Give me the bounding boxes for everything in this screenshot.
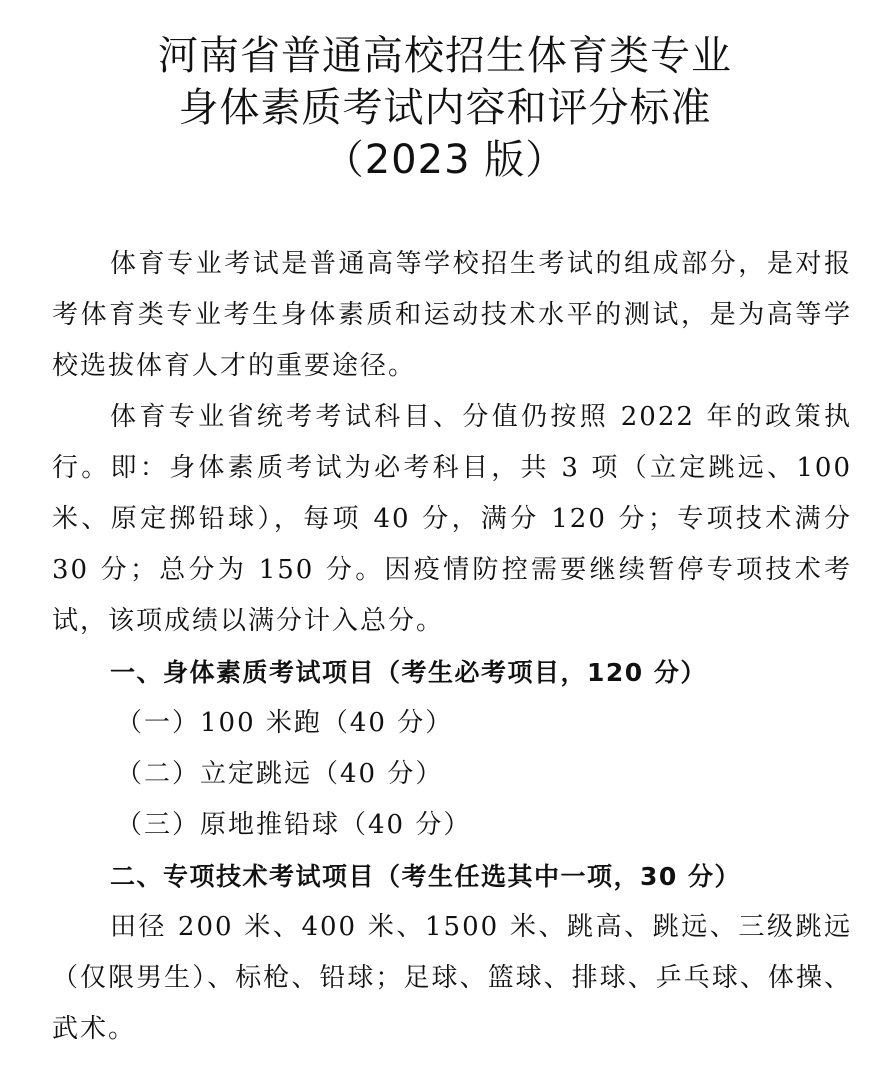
section-1-item: （一）100 米跑（40 分） — [116, 708, 454, 738]
section-2-paragraph: 田径 200 米、400 米、1500 米、跳高、跳远、三级跳远（仅限男生）、标枪、铅球；足球、篮球、排球、乒乓球、体操、武术。 — [52, 912, 852, 1044]
intro-paragraph: 体育专业考试是普通高等学校招生考试的组成部分，是对报考体育类专业考生身体素质和运动技术水平的测试，是为高等学校选拔体育人才的重要途径。 — [52, 249, 852, 381]
section-1-heading: 一、身体素质考试项目（考生必考项目，120 分） — [110, 658, 707, 687]
section-1-item: （二）立定跳远（40 分） — [116, 759, 444, 789]
policy-paragraph: 体育专业省统考考试科目、分值仍按照 2022 年的政策执行。即：身体素质考试为必考科目，共 3 项（立定跳远、100 米、原定掷铅球），每项 40 分，满分 120 分；专项技术满分 30 分；总分为 150 分。因疫情防控需要继续暂停专项技术考试，该项成绩以满分计入总分。 — [52, 402, 852, 636]
document-title — [0, 30, 890, 186]
title-line-2: 身体素质考试内容和评分标准 — [178, 85, 712, 131]
title-line-1: 河南省普通高校招生体育类专业 — [158, 33, 732, 79]
section-2-heading: 二、专项技术考试项目（考生任选其中一项，30 分） — [110, 862, 741, 891]
section-1-item: （三）原地推铅球（40 分） — [116, 810, 472, 840]
document-body — [52, 239, 852, 1055]
title-line-3: （2023 版） — [323, 137, 567, 183]
